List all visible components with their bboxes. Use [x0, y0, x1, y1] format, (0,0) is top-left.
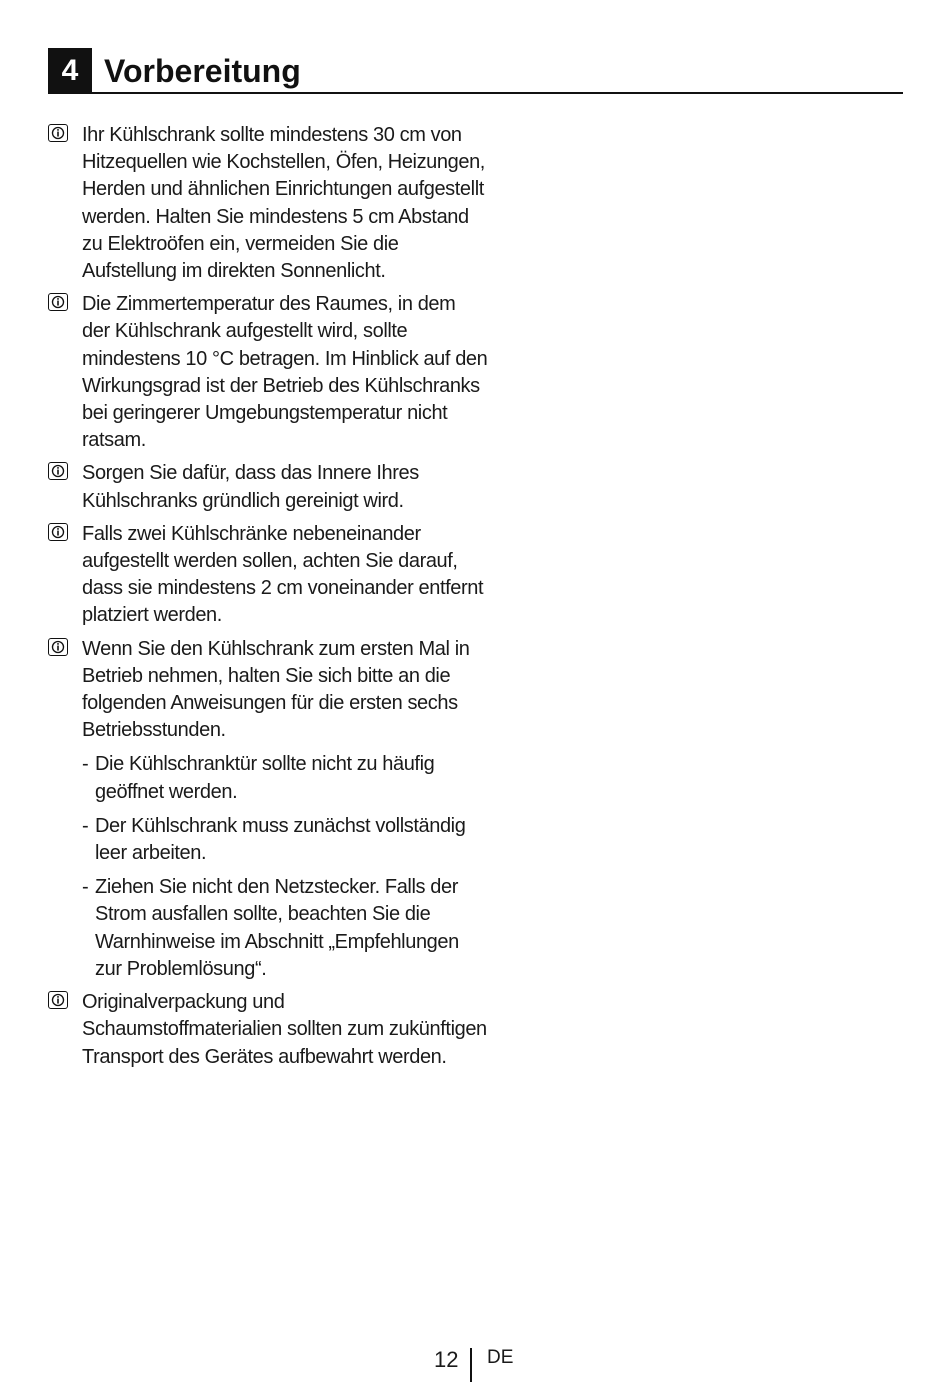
- chapter-header: [48, 48, 903, 94]
- note-item: [48, 291, 488, 454]
- page-number: 12: [434, 1347, 459, 1372]
- info-icon: [48, 523, 68, 541]
- sub-list-item: - Die Kühlschranktür sollte nicht zu häufig geöffnet werden.: [82, 751, 488, 805]
- note-text: Ihr Kühlschrank sollte mindestens 30 cm von Hitzequellen wie Kochstellen, Öfen, Heizungen, Herden und ähnlichen Einrichtungen aufgestellt werden. Halten Sie mindestens 5 cm Abstand zu Elektroöfen ein, vermeiden Sie die Aufstellung im direkten Sonnenlicht.: [82, 124, 485, 283]
- note-item: [48, 636, 488, 983]
- note-item: [48, 989, 488, 1071]
- sub-list-item: - Ziehen Sie nicht den Netzstecker. Falls der Strom ausfallen sollte, beachten Sie die Warnhinweise im Abschnitt „Empfehlungen zur Problemlösung“.: [82, 874, 488, 983]
- info-icon: [48, 991, 68, 1009]
- note-text: Die Zimmertemperatur des Raumes, in dem der Kühlschrank aufgestellt wird, sollte mindestens 10 °C betragen. Im Hinblick auf den Wirkungsgrad ist der Betrieb des Kühlschranks bei geringerer Umgebungstemperatur nicht ratsam.: [82, 293, 488, 452]
- chapter-number: 4: [48, 48, 92, 94]
- footer-divider: [470, 1348, 472, 1382]
- info-icon: [48, 638, 68, 656]
- note-item: [48, 460, 488, 514]
- sub-list-item: - Der Kühlschrank muss zunächst vollständig leer arbeiten.: [82, 813, 488, 867]
- note-item: [48, 122, 488, 285]
- page-title: Vorbereitung: [104, 53, 301, 89]
- note-text: Sorgen Sie dafür, dass das Innere Ihres Kühlschranks gründlich gereinigt wird.: [82, 462, 419, 512]
- note-text: Falls zwei Kühlschränke nebeneinander aufgestellt werden sollen, achten Sie darauf, dass sie mindestens 2 cm voneinander entfernt platziert werden.: [82, 522, 484, 627]
- info-icon: [48, 293, 68, 311]
- info-icon: [48, 124, 68, 142]
- note-text: Wenn Sie den Kühlschrank zum ersten Mal in Betrieb nehmen, halten Sie sich bitte an die folgenden Anweisungen für die ersten sechs Betriebsstunden.: [82, 637, 470, 742]
- page-footer: [0, 1344, 950, 1384]
- note-text: Originalverpackung und Schaumstoffmaterialien sollten zum zukünftigen Transport des Gerätes aufbewahrt werden.: [82, 991, 487, 1068]
- info-icon: [48, 462, 68, 480]
- notes-list: [48, 122, 488, 1077]
- language-code: DE: [487, 1347, 514, 1368]
- note-item: [48, 521, 488, 630]
- header-rule: [92, 92, 903, 94]
